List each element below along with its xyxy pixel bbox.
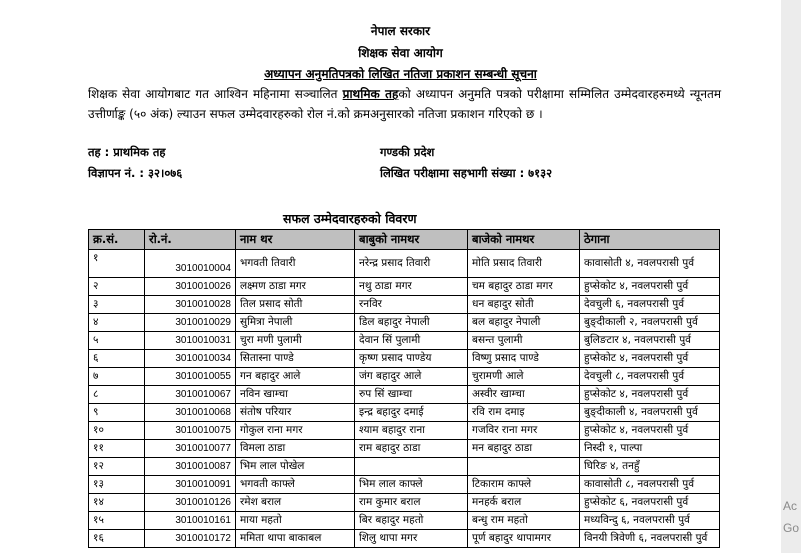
notice-title: अध्यापन अनुमतिपत्रको लिखित नतिजा प्रकाशन सम्बन्धी सूचना [264,67,537,81]
cell-name: भगवती तिवारी [236,250,355,278]
table-row [89,278,720,296]
header-roll: रो.नं. [145,230,236,250]
commission-title: शिक्षक सेवा आयोग [358,46,443,60]
table-row [89,350,720,368]
cell-name: संतोष परियार [236,404,355,422]
cell-address: हुप्सेकोट ४, नवलपरासी पुर्व [580,422,720,440]
cell-serial: ११ [89,440,145,458]
cell-roll: 3010010172 [145,530,236,548]
cell-roll: 3010010055 [145,368,236,386]
cell-address: हुप्सेकोट ४, नवलपरासी पुर्व [580,278,720,296]
cell-grandfather: विष्णु प्रसाद पाण्डे [468,350,580,368]
cell-father: जंग बहादुर आले [355,368,468,386]
advert-number: विज्ञापन नं. : ३२।०७६ [88,166,183,180]
cell-father: भिम लाल काफ्ले [355,476,468,494]
cell-grandfather [468,458,580,476]
cell-serial: १४ [89,494,145,512]
cell-roll: 3010010029 [145,314,236,332]
window-edge [781,0,801,553]
header-address: ठेगाना [580,230,720,250]
cell-address: देवचुली ८, नवलपरासी पुर्व [580,368,720,386]
cell-name: माया महतो [236,512,355,530]
header-name: नाम थर [236,230,355,250]
table-row [89,404,720,422]
cell-serial: १२ [89,458,145,476]
activation-watermark [783,495,799,539]
cell-serial: १० [89,422,145,440]
cell-name: गोकुल राना मगर [236,422,355,440]
cell-father: नरेन्द्र प्रसाद तिवारी [355,250,468,278]
table-row [89,250,720,278]
cell-grandfather: चम बहादुर ठाडा मगर [468,278,580,296]
cell-address: बुङ्दीकाली २, नवलपरासी पुर्व [580,314,720,332]
cell-father: शिलु थापा मगर [355,530,468,548]
table-row [89,368,720,386]
cell-address: विनयी त्रिवेणी ६, नवलपरासी पुर्व [580,530,720,548]
cell-name: रमेश बराल [236,494,355,512]
cell-name: चुरा मणी पुलामी [236,332,355,350]
results-table [88,229,720,548]
cell-roll: 3010010075 [145,422,236,440]
cell-father: इन्द्र बहादुर दमाई [355,404,468,422]
header-grandfather: बाजेको नामथर [468,230,580,250]
cell-name: नविन खाम्चा [236,386,355,404]
cell-address: हुप्सेकोट ६, नवलपरासी पुर्व [580,494,720,512]
cell-serial: १५ [89,512,145,530]
cell-grandfather: मोति प्रसाद तिवारी [468,250,580,278]
cell-address: कावासोती ४, नवलपरासी पुर्व [580,250,720,278]
cell-name: ममिता थापा बाकाबल [236,530,355,548]
government-title: नेपाल सरकार [370,24,431,38]
table-row [89,422,720,440]
cell-grandfather: गजविर राना मगर [468,422,580,440]
cell-grandfather: चुरामणी आले [468,368,580,386]
table-row [89,332,720,350]
cell-address: बुङ्दीकाली ४, नवलपरासी पुर्व [580,404,720,422]
table-row [89,296,720,314]
table-row [89,458,720,476]
cell-father: बिर बहादुर महतो [355,512,468,530]
cell-father [355,458,468,476]
cell-roll: 3010010091 [145,476,236,494]
cell-father: नथु ठाडा मगर [355,278,468,296]
cell-name: गन बहादुर आले [236,368,355,386]
cell-serial: ७ [89,368,145,386]
cell-roll: 3010010031 [145,332,236,350]
cell-grandfather: बल बहादुर नेपाली [468,314,580,332]
cell-father: डिल बहादुर नेपाली [355,314,468,332]
cell-roll: 3010010087 [145,458,236,476]
notice-text-end: को अध्यापन अनुमति पत्रको परीक्षामा सम्मिलित उम्मेदवारहरुमध्ये न्यूनतम उत्तीर्णाङ्क (५० अंक) ल्याउन सफल उम्मेदवारहरुको रोल नं.को क्रमअनुसारको नतिजा प्रकाशन गरिएको छ । [88,87,722,121]
cell-serial: ५ [89,332,145,350]
cell-name: भगवती काफ्ले [236,476,355,494]
cell-roll: 3010010068 [145,404,236,422]
table-title: सफल उम्मेदवारहरुको विवरण [283,211,417,226]
cell-roll: 3010010126 [145,494,236,512]
notice-highlight: प्राथमिक तह [342,87,399,101]
cell-address: कावासोती ८, नवलपरासी पुर्व [580,476,720,494]
watermark-line-1: Ac [782,499,797,513]
cell-grandfather: टिकाराम काफ्ले [468,476,580,494]
cell-name: लक्ष्मण ठाडा मगर [236,278,355,296]
cell-serial: १३ [89,476,145,494]
table-row [89,512,720,530]
cell-address: घिरिङ ४, तनहुँ [580,458,720,476]
cell-grandfather: रवि राम दमाइ [468,404,580,422]
cell-name: तिल प्रसाद सोती [236,296,355,314]
cell-grandfather: अस्वीर खाम्चा [468,386,580,404]
cell-address: मध्यविन्दु ६, नवलपरासी पुर्व [580,512,720,530]
level-label: तह : प्राथमिक तह [88,145,166,159]
cell-serial: ९ [89,404,145,422]
cell-grandfather: मन बहादुर ठाडा [468,440,580,458]
cell-address: निस्दी १, पाल्पा [580,440,720,458]
header-father: बाबुको नामथर [355,230,468,250]
cell-grandfather: बसन्त पुलामी [468,332,580,350]
cell-name: भिम लाल पोखेल [236,458,355,476]
cell-roll: 3010010034 [145,350,236,368]
cell-father: कृष्ण प्रसाद पाण्डेय [355,350,468,368]
cell-serial: १६ [89,530,145,548]
cell-name: सितास्ना पाण्डे [236,350,355,368]
table-row [89,386,720,404]
cell-father: राम बहादुर ठाडा [355,440,468,458]
cell-serial: ६ [89,350,145,368]
cell-address: हुप्सेकोट ४, नवलपरासी पुर्व [580,350,720,368]
cell-grandfather: पूर्ण बहादुर थापामगर [468,530,580,548]
table-row [89,530,720,548]
table-row [89,440,720,458]
table-body [89,250,720,548]
cell-grandfather: धन बहादुर सोती [468,296,580,314]
notice-paragraph [88,84,721,124]
cell-name: विमला ठाडा [236,440,355,458]
table-row [89,476,720,494]
cell-roll: 3010010028 [145,296,236,314]
cell-father: राम कुमार बराल [355,494,468,512]
cell-address: देवचुली ६, नवलपरासी पुर्व [580,296,720,314]
watermark-line-2: Go [782,521,799,535]
cell-address: हुप्सेकोट ४, नवलपरासी पुर्व [580,386,720,404]
cell-serial: ८ [89,386,145,404]
province-label: गण्डकी प्रदेश [380,145,435,159]
participant-count: लिखित परीक्षामा सहभागी संख्या : ७१३२ [380,166,553,180]
table-row [89,494,720,512]
cell-address: बुलिङटार ४, नवलपरासी पुर्व [580,332,720,350]
table-header-row [89,230,720,250]
cell-roll: 3010010077 [145,440,236,458]
cell-roll: 3010010067 [145,386,236,404]
cell-roll: 3010010026 [145,278,236,296]
cell-father: श्याम बहादुर राना [355,422,468,440]
cell-father: रनविर [355,296,468,314]
cell-name: सुमित्रा नेपाली [236,314,355,332]
cell-grandfather: बन्धु राम महतो [468,512,580,530]
header-serial: क्र.सं. [89,230,145,250]
cell-serial: २ [89,278,145,296]
cell-roll: 3010010004 [145,250,236,278]
cell-serial: ३ [89,296,145,314]
table-row [89,314,720,332]
notice-text-start: शिक्षक सेवा आयोगबाट गत आश्विन महिनामा सञ्चालित [88,87,343,101]
cell-roll: 3010010161 [145,512,236,530]
cell-grandfather: मनहर्क बराल [468,494,580,512]
cell-serial: १ [89,250,145,278]
cell-father: देवान सिं पुलामी [355,332,468,350]
cell-serial: ४ [89,314,145,332]
cell-father: रुप सिं खाम्चा [355,386,468,404]
